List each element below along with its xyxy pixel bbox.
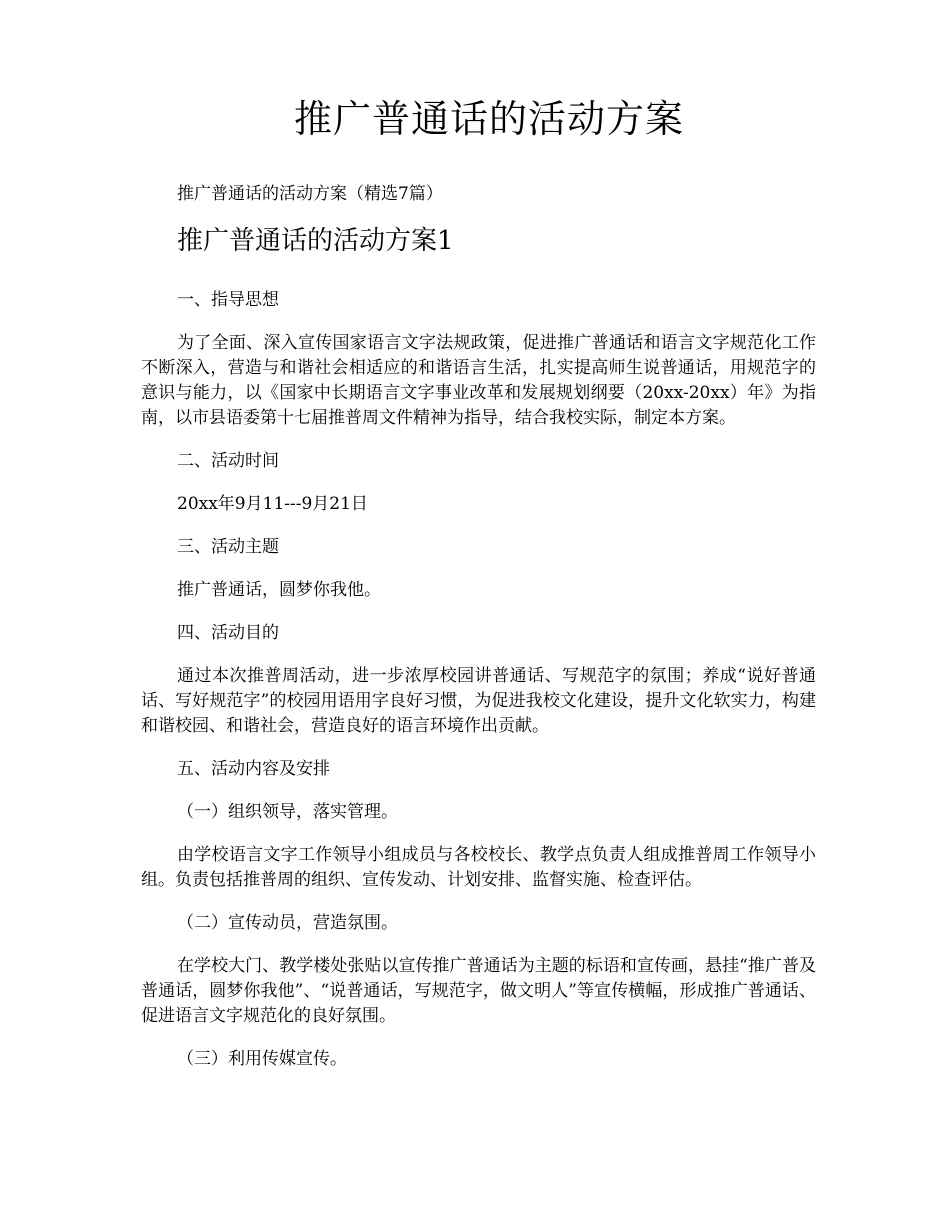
paragraph-activity-theme: 推广普通话，圆梦你我他。 (177, 580, 381, 600)
heading-activity-time: 二、活动时间 (177, 451, 279, 471)
paragraph-organization: 由学校语言文字工作领导小组成员与各校校长、教学点负责人组成推普周工作领导小组。负责包括推普周的组织、宣传发动、计划安排、监督实施、检查评估。 (141, 845, 816, 890)
paragraph-guiding-ideology: 为了全面、深入宣传国家语言文字法规政策，促进推广普通话和语言文字规范化工作不断深入，营造与和谐社会相适应的和谐语言生活，扎实提高师生说普通话，用规范字的意识与能力，以《国家中长期语言文字事业改革和发展规划纲要（20xx-20xx）年》为指南，以市县语委第十七届推普周文件精神为指导，结合我校实际，制定本方案。 (141, 333, 816, 428)
paragraph-publicity: 在学校大门、教学楼处张贴以宣传推广普通话为主题的标语和宣传画，悬挂“推广普及普通话，圆梦你我他”、“说普通话，写规范字，做文明人”等宣传横幅，形成推广普通话、促进语言文字规范化的良好氛围。 (141, 956, 816, 1026)
subheading-media: （三）利用传媒宣传。 (177, 1049, 347, 1069)
heading-activity-content: 五、活动内容及安排 (177, 759, 330, 779)
section-heading: 推广普通话的活动方案1 (177, 226, 454, 256)
heading-activity-theme: 三、活动主题 (177, 537, 279, 557)
paragraph-activity-time: 20xx年9月11---9月21日 (177, 494, 368, 514)
subheading-organization: （一）组织领导，落实管理。 (177, 802, 398, 822)
heading-guiding-ideology: 一、指导思想 (177, 290, 279, 310)
document-title: 推广普通话的活动方案 (293, 97, 684, 141)
paragraph-activity-purpose: 通过本次推普周活动，进一步浓厚校园讲普通话、写规范字的氛围；养成“说好普通话、写好规范字”的校园用语用字良好习惯，为促进我校文化建设，提升文化软实力，构建和谐校园、和谐社会，营造良好的语言环境作出贡献。 (141, 666, 816, 736)
heading-activity-purpose: 四、活动目的 (177, 623, 279, 643)
subheading-publicity: （二）宣传动员，营造氛围。 (177, 913, 398, 933)
document-subtitle: 推广普通话的活动方案（精选7篇） (177, 184, 443, 204)
document-body (141, 182, 816, 1072)
